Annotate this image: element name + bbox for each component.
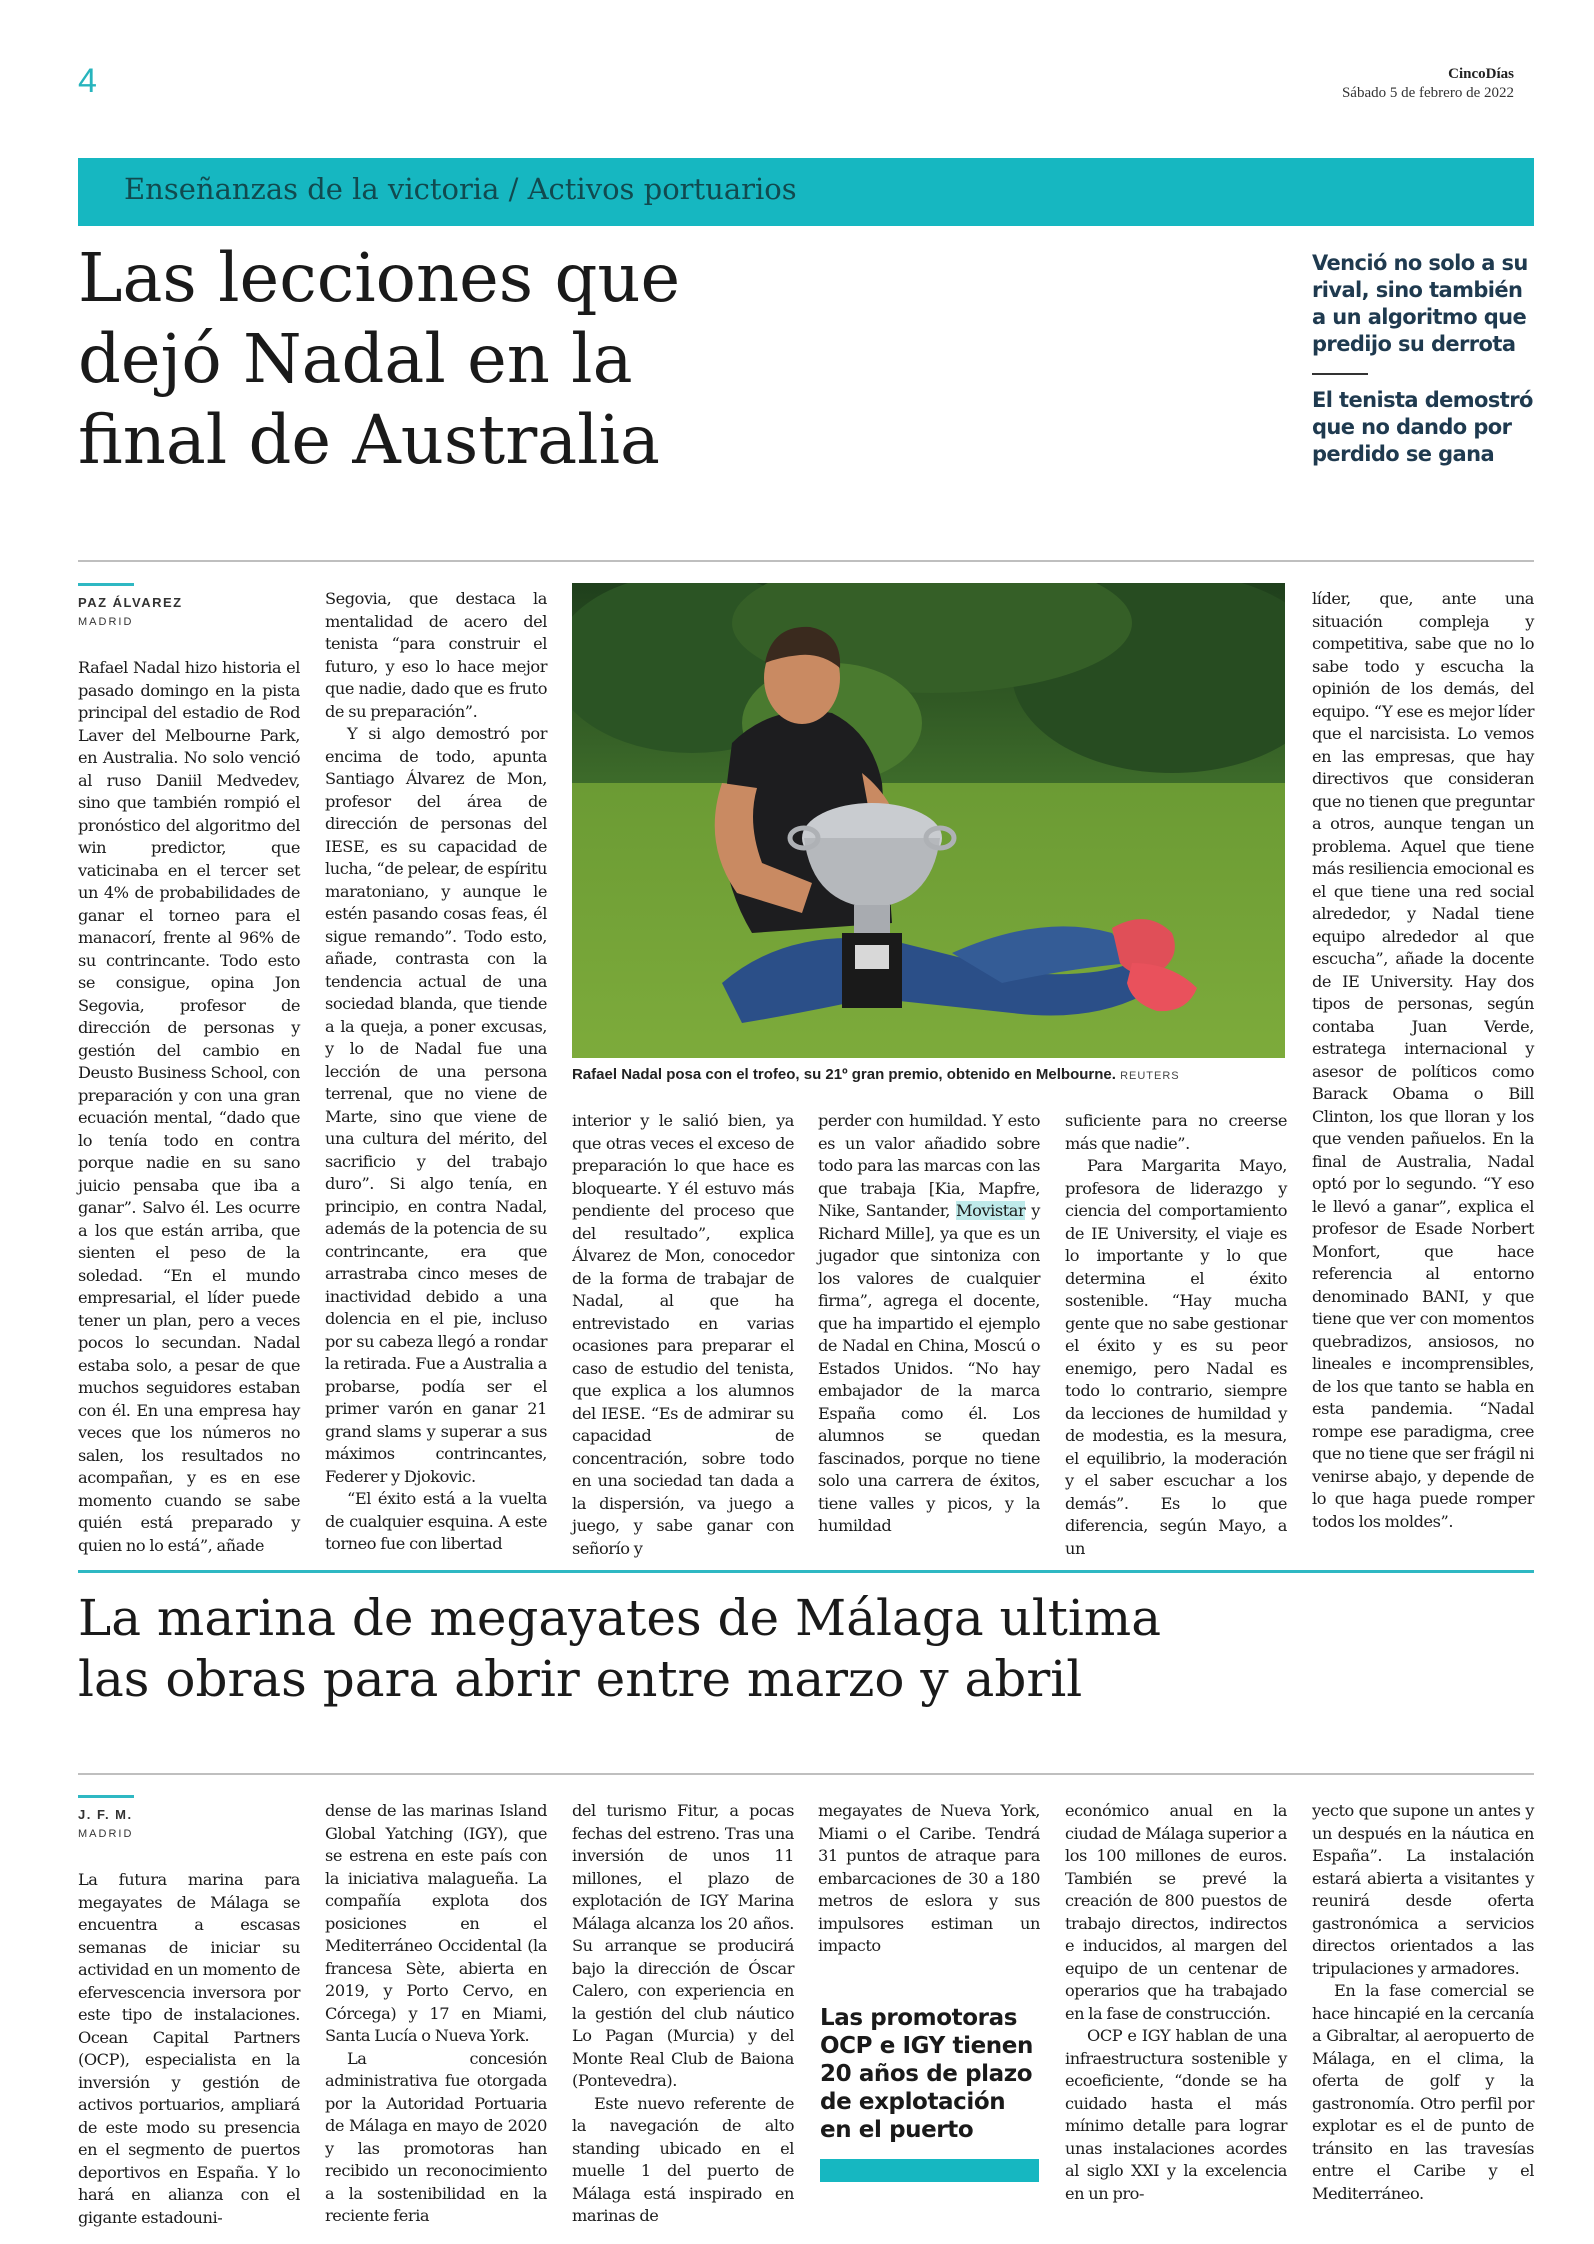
- paragraph: La futura marina para megayates de Málaga se encuentra a escasas semanas de iniciar su actividad en un momento de efervescencia inversora por este tipo de instalaciones. Ocean Capital Partners (OCP), especialista en la inversión y gestión de activos portuarios, ampliará de este modo su presencia en el segmento de puertos deportivos en España. Y lo hará en alianza con el gigante estadouni-: [78, 1870, 300, 2227]
- article2-column-3: [572, 1800, 794, 2228]
- paragraph: OCP e IGY hablan de una infraestructura sostenible y ecoeficiente, “donde se ha cuidado hasta el más mínimo detalle para lograr unas instalaciones acordes al siglo XXI y la excelencia en un pro-: [1065, 2026, 1287, 2203]
- deck-divider: [1312, 373, 1368, 375]
- article1-byline: PAZ ÁLVAREZ: [78, 595, 183, 610]
- article1-column-3: [572, 1110, 794, 1560]
- pullquote-accent-bar: [820, 2159, 1039, 2182]
- paragraph: En la fase comercial se hace hincapié en la cercanía a Gibraltar, al aeropuerto de Málaga, en el clima, la oferta de golf y la gastronomía. Otro perfil por explotar es el de punto de tránsito en las travesías entre el Caribe y el Mediterráneo.: [1312, 1981, 1534, 2203]
- article1-deck-2: El tenista demostró que no dando por perdido se gana: [1312, 388, 1533, 466]
- paragraph: “El éxito está a la vuelta de cualquier esquina. A este torneo fue con libertad: [325, 1489, 547, 1553]
- paragraph: Este nuevo referente de la navegación de alto standing ubicado en el muelle 1 del puerto de Málaga está inspirado en marinas de: [572, 2093, 794, 2225]
- paragraph-part: perder con humildad. Y esto es un valor añadido sobre todo para las marcas con las que trabaja [Kia, Mapfre, Nike, Santander,: [818, 1111, 1040, 1220]
- photo-caption: [572, 1066, 1285, 1083]
- article1-column-5: [1065, 1110, 1287, 1560]
- paragraph: dense de las marinas Island Global Yatching (IGY), que se estrena en este país con la iniciativa malagueña. La compañía explota dos posiciones en el Mediterráneo Occidental (la francesa Sète, abierta en 2019, y Porto Cervo, en Córcega) y 17 en Miami, Santa Lucía o Nueva York.: [325, 1801, 547, 2045]
- paragraph: megayates de Nueva York, Miami o el Caribe. Tendrá 31 puntos de atraque para embarcaciones de 30 a 180 metros de eslora y sus impulsores estiman un impacto: [818, 1801, 1040, 1955]
- paragraph: Rafael Nadal hizo historia el pasado domingo en la pista principal del estadio de Rod Laver del Melbourne Park, en Australia. No solo venció al ruso Daniil Medvedev, sino que también rompió el pronóstico del algoritmo del win predictor, que vaticinaba en el tercer set un 4% de probabilidades de ganar el torneo para el manacorí, frente al 96% de su contrincante. Todo esto se consigue, opina Jon Segovia, profesor de dirección de personas y gestión del cambio en Deusto Business School, con preparación y con una gran ecuación mental, “dado que lo tenía todo en contra porque nadie en su sano juicio pensaba que iba a ganar”. Salvo él. Les ocurre a los que están arriba, que sienten el peso de la soledad. “En el mundo empresarial, el líder puede tener un plan, pero a veces pocos lo secundan. Nadal estaba solo, a pesar de que muchos seguidores estaban con él. En una empresa hay veces que los números no salen, los resultados no acompañan, y es en ese momento cuando se sabe quién está preparado y quien no lo está”, añade: [78, 658, 300, 1555]
- paragraph: económico anual en la ciudad de Málaga superior a los 100 millones de euros. También se prevé la creación de 800 puestos de trabajo directos, indirectos e inducidos, al margen del equipo de un centenar de operarios que ha trabajado en la fase de construcción.: [1065, 1801, 1287, 2023]
- section-divider: [78, 560, 1534, 562]
- article2-column-2: [325, 1800, 547, 2228]
- byline-accent-rule: [78, 1795, 134, 1798]
- caption-text: Rafael Nadal posa con el trofeo, su 21º gran premio, obtenido en Melbourne.: [572, 1066, 1116, 1083]
- article2-column-6: [1312, 1800, 1534, 2205]
- article2-byline: J. F. M.: [78, 1807, 133, 1822]
- headline-line: dejó Nadal en la: [78, 320, 633, 398]
- masthead: [1342, 66, 1514, 102]
- photo-credit: REUTERS: [1120, 1070, 1180, 1082]
- paragraph: Segovia, que destaca la mentalidad de acero del tenista “para construir el futuro, y eso lo hace mejor que nadie, dado que es fruto de su preparación”.: [325, 589, 547, 721]
- article2-top-rule: [78, 1570, 1534, 1573]
- article1-column-2: [325, 588, 547, 1556]
- article2-column-5: [1065, 1800, 1287, 2205]
- byline-accent-rule: [78, 583, 134, 586]
- section-label: Enseñanzas de la victoria / Activos portuarios: [124, 172, 797, 206]
- article2-pullquote: Las promotoras OCP e IGY tienen 20 años de plazo de explotación en el puerto: [820, 2005, 1033, 2143]
- article1-headline: [78, 238, 1138, 481]
- article2-column-4: [818, 1800, 1040, 1958]
- paragraph-part: y Richard Mille], ya que es un jugador que sintoniza con los valores de cualquier firma”, agrega el docente, que ha impartido el ejemplo de Nadal en China, Moscú o Estados Unidos. “No hay embajador de la marca España como él. Los alumnos se quedan fascinados, porque no tiene solo una carrera de éxitos, tiene valles y picos, y la humildad: [818, 1201, 1040, 1535]
- article2-headline: [78, 1588, 1478, 1710]
- article1-location: MADRID: [78, 616, 134, 628]
- article2-column-1: [78, 1869, 300, 2229]
- section-divider: [78, 1773, 1534, 1775]
- paragraph: yecto que supone un antes y un después en la náutica en España”. La instalación estará abierta a visitantes y reunirá desde oferta gastronómica a servicios directos orientados a las tripulaciones y armadores.: [1312, 1801, 1534, 1978]
- headline-line: final de Australia: [78, 401, 660, 479]
- page-number: 4: [78, 62, 97, 100]
- paragraph: La concesión administrativa fue otorgada por la Autoridad Portuaria de Málaga en mayo de 2020 y las promotoras han recibido un reconocimiento a la sostenibilidad en la reciente feria: [325, 2048, 547, 2225]
- headline-line: La marina de megayates de Málaga ultima: [78, 1589, 1162, 1647]
- highlighted-word: Movistar: [956, 1201, 1026, 1220]
- article1-photo: [572, 583, 1285, 1058]
- paragraph: del turismo Fitur, a pocas fechas del estreno. Tras una inversión de unos 11 millones, el plazo de explotación de IGY Marina Málaga alcanza los 20 años. Su arranque se producirá bajo la dirección de Óscar Calero, con experiencia en la gestión del club náutico Lo Pagan (Murcia) y del Monte Real Club de Baiona (Pontevedra).: [572, 1801, 794, 2090]
- paragraph: interior y le salió bien, ya que otras veces el exceso de preparación lo que hace es bloquearte. Y él estuvo más pendiente del proceso que del resultado”, explica Álvarez de Mon, conocedor de la forma de trabajar de Nadal, al que ha entrevistado en varias ocasiones para preparar el caso de estudio del tenista, que explica a los alumnos del IESE. “Es de admirar su capacidad de concentración, sobre todo en una sociedad tan dada a la dispersión, va juego a juego, y sabe ganar con señorío y: [572, 1111, 794, 1558]
- headline-line: Las lecciones que: [78, 239, 681, 317]
- article2-location: MADRID: [78, 1828, 134, 1840]
- publication-name: CincoDías: [1448, 66, 1514, 82]
- nadal-trophy-photo: [572, 583, 1285, 1058]
- section-bar: [78, 158, 1534, 226]
- article1-column-1: [78, 657, 300, 1557]
- headline-line: las obras para abrir entre marzo y abril: [78, 1650, 1083, 1708]
- publication-date: Sábado 5 de febrero de 2022: [1341, 85, 1514, 101]
- paragraph: [818, 1110, 1040, 1538]
- article1-column-6: [1312, 588, 1534, 1533]
- article1-column-4: [818, 1110, 1040, 1538]
- paragraph: Para Margarita Mayo, profesora de liderazgo y ciencia del comportamiento de IE University, el viaje es lo importante y lo que determina el éxito sostenible. “Hay mucha gente que no sabe gestionar el éxito y es su peor enemigo, pero Nadal es todo lo contrario, siempre da lecciones de humildad y de modestia, es la mesura, el equilibrio, la moderación y el saber escuchar a los demás”. Es lo que diferencia, según Mayo, a un: [1065, 1156, 1287, 1558]
- paragraph: Y si algo demostró por encima de todo, apunta Santiago Álvarez de Mon, profesor del área de dirección de personas del IESE, es su capacidad de lucha, “de pelear, de espíritu maratoniano, y aunque le estén pasando cosas feas, él sigue remando”. Todo esto, añade, contrasta con la tendencia actual de una sociedad blanda, que tiende a la queja, a poner excusas, y lo de Nadal fue una lección de una persona terrenal, que no viene de Marte, sino que viene de una cultura del mérito, del sacrificio y del trabajo duro”. Si algo tenía, en principio, en contra Nadal, además de la potencia de su contrincante, era que arrastraba cinco meses de inactividad debido a una dolencia en el pie, incluso por su cabeza llegó a rondar la retirada. Fue a Australia a probarse, podía ser el primer varón en ganar 21 grand slams y superar a sus máximos contrincantes, Federer y Djokovic.: [325, 724, 547, 1486]
- paragraph: líder, que, ante una situación compleja y competitiva, sabe que no lo sabe todo y escucha la opinión de los demás, del equipo. “Y ese es mejor líder que el narcisista. Lo vemos en las empresas, que hay directivos que consideran que no tienen que preguntar a otros, aunque tengan un problema. Aquel que tiene más resiliencia emocional es el que tiene una red social alrededor, y Nadal tiene equipo alrededor al que escucha”, añade la docente de IE University. Hay dos tipos de personas, según contaba Juan Verde, estratega internacional y asesor de políticos como Barack Obama o Bill Clinton, los que lloran y los que venden pañuelos. En la final de Australia, Nadal optó por lo segundo. “Y eso le llevó a ganar”, explica el profesor de Esade Norbert Monfort, que hace referencia al entorno denominado BANI, y que tiene que ver con momentos quebradizos, ansiosos, no lineales e incomprensibles, de los que tanto se habla en esta pandemia. “Nadal rompe ese paradigma, cree que no tiene que ser frágil ni venirse abajo, y depende de lo que haga puede romper todos los moldes”.: [1312, 589, 1534, 1531]
- paragraph: suficiente para no creerse más que nadie”.: [1065, 1111, 1287, 1153]
- article1-deck-1: Venció no solo a su rival, sino también a un algoritmo que predijo su derrota: [1312, 251, 1528, 356]
